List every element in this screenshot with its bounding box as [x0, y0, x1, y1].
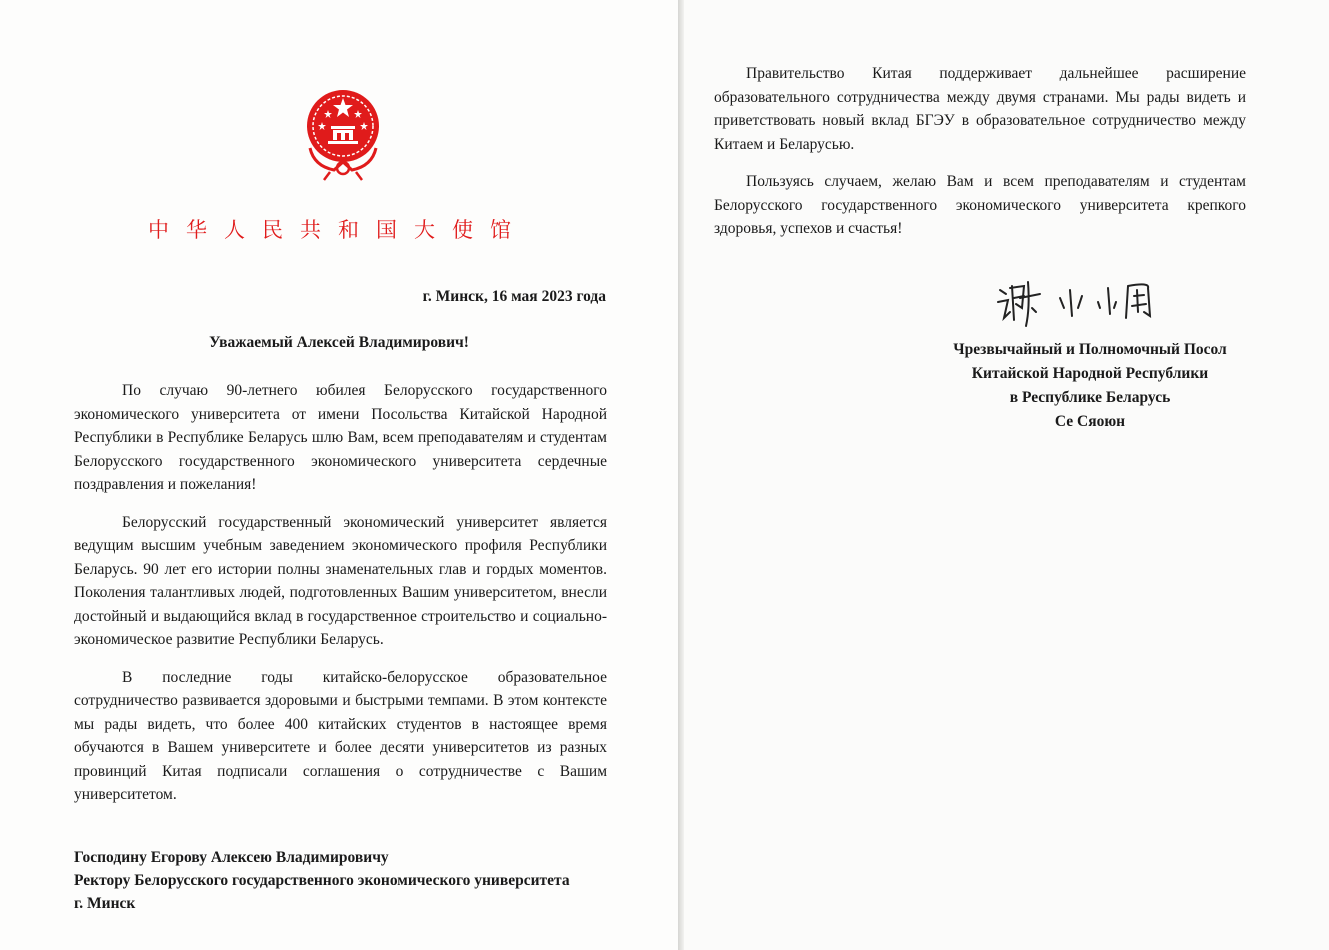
handwritten-signature [990, 268, 1170, 338]
paragraph: Правительство Китая поддерживает дальнейшее расширение образовательного сотрудничества между двумя странами. Мы рады видеть и приветствовать новый вклад БГЭУ в образовательное сотрудничество между Китаем и Беларусью. [714, 65, 1246, 153]
sender-signature-block [900, 338, 1280, 434]
sender-location: в Республике Беларусь [1009, 389, 1171, 406]
paragraph: Пользуясь случаем, желаю Вам и всем преподавателям и студентам Белорусского государственного экономического университета крепкого здоровья, успехов и счастья! [714, 173, 1246, 237]
addressee-city: г. Минск [74, 895, 136, 912]
paragraph: По случаю 90-летнего юбилея Белорусского государственного экономического университета от имени Посольства Китайской Народной Республики в Республике Беларусь шлю Вам, всем преподавателям и студентам Белорусского государственного экономического университета сердечные поздравления и пожелания! [74, 382, 607, 493]
addressee-name: Господину Егорову Алексею Владимировичу [74, 849, 389, 866]
sender-position: Чрезвычайный и Полномочный Посол [953, 341, 1227, 358]
paragraph: Белорусский государственный экономический университет является ведущим высшим учебным заведением экономического профиля Республики Беларусь. 90 лет его истории полны знаменательных глав и гордых моментов. Поколения талантливых людей, подготовленных Вашим университетом, внесли достойный и выдающийся вклад в государственное строительство и социально-экономическое развитие Республики Беларусь. [74, 513, 607, 648]
letter-body-continued [714, 62, 1246, 255]
letter-body [74, 379, 607, 821]
sender-name: Се Сяоюн [1054, 413, 1126, 430]
national-emblem-icon [300, 82, 386, 182]
addressee-block [74, 846, 634, 915]
sender-country: Китайской Народной Республики [971, 365, 1209, 382]
paragraph: В последние годы китайско-белорусское образовательное сотрудничество развивается здоровыми и быстрыми темпами. В этом контексте мы рады видеть, что более 400 китайских студентов в настоящее время обучаются в Вашем университете и более десяти университетов из разных провинций Китая подписали соглашения о сотрудничестве с Вашим университетом. [74, 668, 607, 803]
salutation: Уважаемый Алексей Владимирович! [209, 334, 469, 351]
addressee-title: Ректору Белорусского государственного экономического университета [74, 872, 570, 889]
letter-date: г. Минск, 16 мая 2023 года [422, 288, 606, 305]
embassy-name: 中华人民共和国大使馆 [148, 218, 528, 242]
